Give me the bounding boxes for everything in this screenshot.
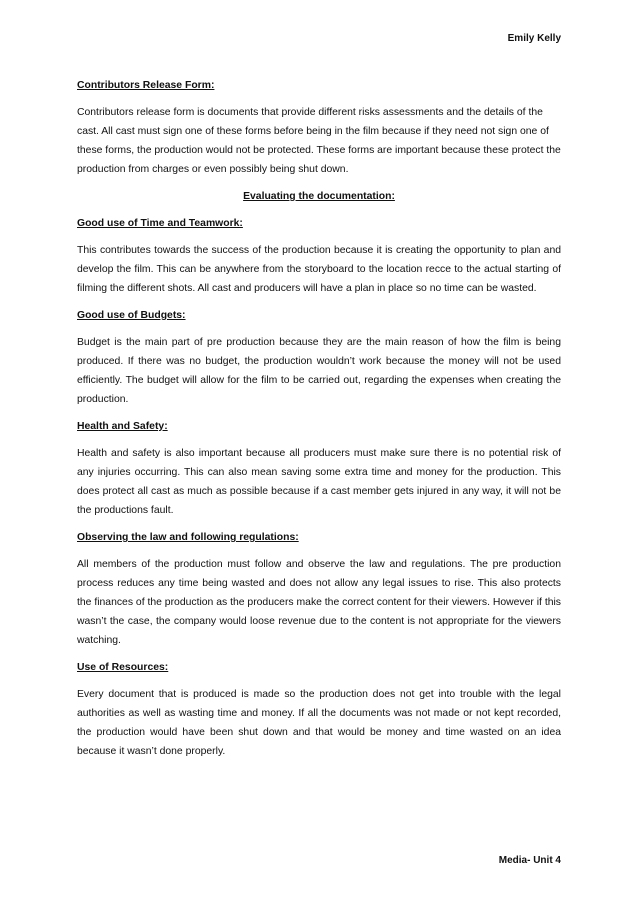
footer-unit: Media- Unit 4 bbox=[498, 855, 561, 866]
evaluating-heading: Evaluating the documentation: bbox=[243, 191, 395, 202]
document-body bbox=[77, 76, 561, 769]
health-safety-heading: Health and Safety: bbox=[77, 421, 168, 432]
contributors-paragraph: Contributors release form is documents that provide different risks assessments and the details of the cast. All cast must sign one of these forms before being in the film because if they need not sign one of these forms, the production would not be protected. These forms are important because these protect the production from charges or even possibly being shut down. bbox=[77, 107, 561, 175]
law-heading: Observing the law and following regulations: bbox=[77, 532, 299, 543]
health-safety-paragraph: Health and safety is also important because all producers must make sure there is no potential risk of any injuries occurring. This can also mean saving some extra time and money for the production. This does protect all cast as much as possible because if a cast member gets injured in any way, it will not be the productions fault. bbox=[77, 448, 561, 516]
time-teamwork-heading: Good use of Time and Teamwork: bbox=[77, 218, 243, 229]
budgets-paragraph: Budget is the main part of pre production because they are the main reason of how the film is being produced. If there was no budget, the production wouldn’t work because the money will not be used efficiently. The budget will allow for the film to be carried out, regarding the expenses when creating the production. bbox=[77, 337, 561, 405]
header-author: Emily Kelly bbox=[507, 33, 561, 44]
law-paragraph: All members of the production must follow and observe the law and regulations. The pre production process reduces any time being wasted and does not allow any legal issues to rise. This also protects the finances of the production as the producers make the correct content for their viewers. However if this wasn’t the case, the company would loose revenue due to the content is not appropriate for the viewers watching. bbox=[77, 559, 561, 646]
contributors-heading: Contributors Release Form: bbox=[77, 80, 215, 91]
time-teamwork-paragraph: This contributes towards the success of the production because it is creating the opportunity to plan and develop the film. This can be anywhere from the storyboard to the location recce to the actual starting of filming the different shots. All cast and producers will have a plan in place so no time can be wasted. bbox=[77, 245, 561, 294]
budgets-heading: Good use of Budgets: bbox=[77, 310, 186, 321]
resources-paragraph: Every document that is produced is made so the production does not get into trouble with the legal authorities as well as wasting time and money. If all the documents was not made or not kept recorded, the production would have been shut down and that would be money and time wasted on an idea because it wasn’t done properly. bbox=[77, 689, 561, 757]
resources-heading: Use of Resources: bbox=[77, 662, 169, 673]
